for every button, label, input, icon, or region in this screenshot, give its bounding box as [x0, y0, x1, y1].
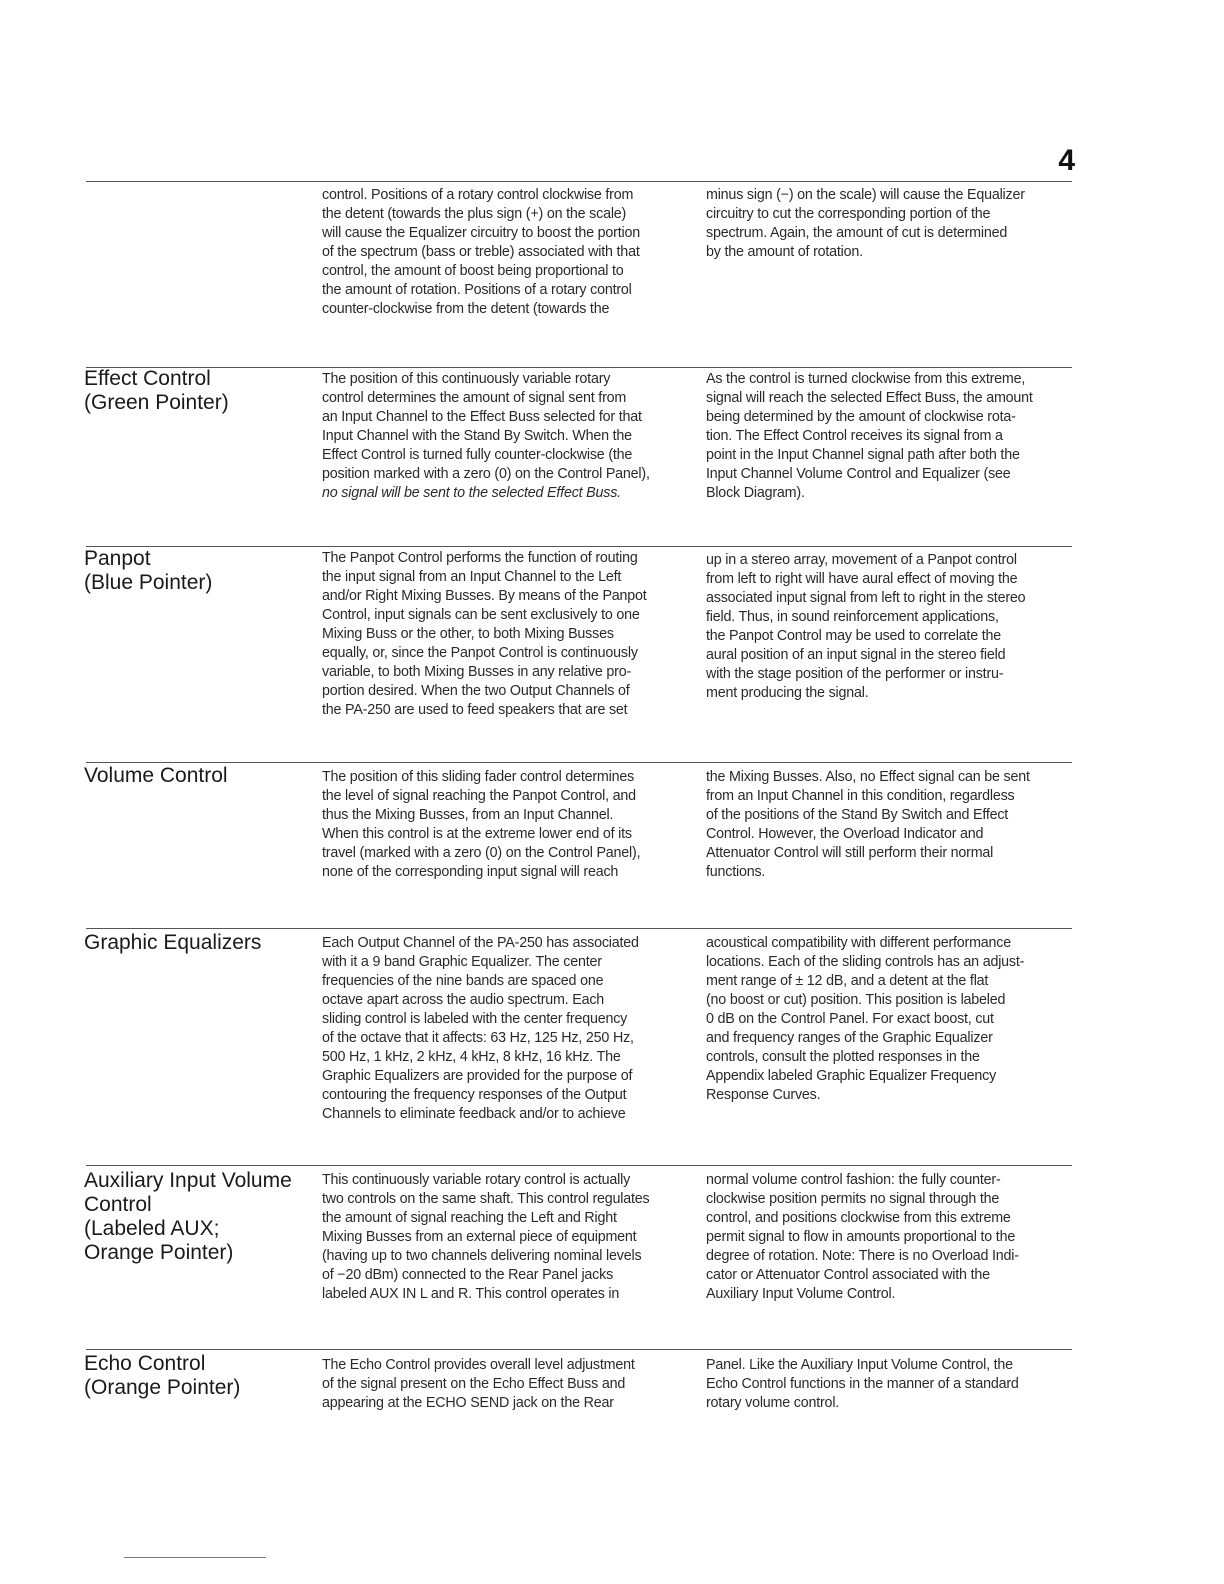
section-divider — [86, 1165, 1072, 1166]
text-line: the Panpot Control may be used to correlate the — [706, 628, 1001, 644]
text-line: none of the corresponding input signal will reach — [322, 864, 619, 880]
section-heading-auxiliary-input-volume-control: Auxiliary Input Volume Control (Labeled AUX; Orange Pointer) — [84, 1169, 292, 1264]
text-line: The position of this continuously variable rotary — [322, 371, 611, 387]
text-line: Graphic Equalizers are provided for the purpose of — [322, 1068, 633, 1084]
text-line: the PA-250 are used to feed speakers that are set — [322, 702, 628, 718]
text-line: field. Thus, in sound reinforcement applications, — [706, 609, 999, 625]
text-line: the Mixing Busses. Also, no Effect signal can be sent — [706, 769, 1030, 785]
section-heading-echo-control: Echo Control (Orange Pointer) — [84, 1352, 241, 1399]
graphic-equalizers-right-column — [706, 934, 1074, 1105]
text-line: minus sign (−) on the scale) will cause the Equalizer — [706, 187, 1025, 203]
text-line: of the positions of the Stand By Switch and Effect — [706, 807, 1009, 823]
text-line: being determined by the amount of clockwise rota- — [706, 409, 1016, 425]
text-line: an Input Channel to the Effect Buss selected for that — [322, 409, 642, 425]
text-line: will cause the Equalizer circuitry to boost the portion — [322, 225, 640, 241]
text-line: The Panpot Control performs the function of routing — [322, 550, 638, 566]
text-line: (having up to two channels delivering nominal levels — [322, 1248, 642, 1264]
text-line: no signal will be sent to the selected Effect Buss. — [322, 485, 621, 501]
text-line: appearing at the ECHO SEND jack on the Rear — [322, 1395, 614, 1411]
text-line: portion desired. When the two Output Channels of — [322, 683, 630, 699]
text-line: and frequency ranges of the Graphic Equalizer — [706, 1030, 993, 1046]
section-heading-panpot: Panpot (Blue Pointer) — [84, 547, 213, 594]
top-rule — [86, 181, 1072, 182]
text-line: controls, consult the plotted responses in the — [706, 1049, 980, 1065]
text-line: locations. Each of the sliding controls has an adjust- — [706, 954, 1025, 970]
text-line: up in a stereo array, movement of a Panpot control — [706, 552, 1017, 568]
text-line: As the control is turned clockwise from this extreme, — [706, 371, 1026, 387]
text-line: signal will reach the selected Effect Buss, the amount — [706, 390, 1033, 406]
section-divider — [86, 1349, 1072, 1350]
text-line: the amount of rotation. Positions of a rotary control — [322, 282, 632, 298]
text-line: Input Channel Volume Control and Equalizer (see — [706, 466, 1011, 482]
section-divider — [86, 928, 1072, 929]
text-line: aural position of an input signal in the stereo field — [706, 647, 1006, 663]
text-line: from left to right will have aural effect of moving the — [706, 571, 1018, 587]
graphic-equalizers-left-column — [322, 934, 690, 1124]
text-line: two controls on the same shaft. This control regulates — [322, 1191, 650, 1207]
text-line: When this control is at the extreme lower end of its — [322, 826, 632, 842]
echo-control-right-column — [706, 1356, 1074, 1413]
text-line: counter-clockwise from the detent (towards the — [322, 301, 610, 317]
text-line: Auxiliary Input Volume Control. — [706, 1286, 896, 1302]
text-line: variable, to both Mixing Busses in any relative pro- — [322, 664, 632, 680]
effect-control-right-column — [706, 370, 1074, 503]
text-line: the amount of signal reaching the Left and Right — [322, 1210, 617, 1226]
text-line: tion. The Effect Control receives its signal from a — [706, 428, 1003, 444]
text-line: Panel. Like the Auxiliary Input Volume Control, the — [706, 1357, 1013, 1373]
text-line: the detent (towards the plus sign (+) on the scale) — [322, 206, 627, 222]
auxiliary-input-right-column — [706, 1171, 1074, 1304]
auxiliary-input-left-column — [322, 1171, 690, 1304]
text-line: Mixing Busses from an external piece of equipment — [322, 1229, 637, 1245]
text-line: control. Positions of a rotary control clockwise from — [322, 187, 634, 203]
text-line: 500 Hz, 1 kHz, 2 kHz, 4 kHz, 8 kHz, 16 kHz. The — [322, 1049, 621, 1065]
text-line: contouring the frequency responses of the Output — [322, 1087, 627, 1103]
text-line: Appendix labeled Graphic Equalizer Frequency — [706, 1068, 997, 1084]
text-line: of −20 dBm) connected to the Rear Panel jacks — [322, 1267, 614, 1283]
text-line: Each Output Channel of the PA-250 has associated — [322, 935, 639, 951]
text-line: of the spectrum (bass or treble) associated with that — [322, 244, 640, 260]
text-line: travel (marked with a zero (0) on the Control Panel), — [322, 845, 641, 861]
effect-control-left-column — [322, 370, 690, 503]
text-line: circuitry to cut the corresponding portion of the — [706, 206, 991, 222]
text-line: equally, or, since the Panpot Control is continuously — [322, 645, 638, 661]
text-line: Effect Control is turned fully counter-clockwise (the — [322, 447, 633, 463]
text-line: Block Diagram). — [706, 485, 805, 501]
text-line: functions. — [706, 864, 766, 880]
section-heading-graphic-equalizers: Graphic Equalizers — [84, 931, 262, 954]
text-line: The Echo Control provides overall level adjustment — [322, 1357, 635, 1373]
panpot-right-column — [706, 551, 1074, 703]
intro-right-column — [706, 186, 1074, 262]
text-line: octave apart across the audio spectrum. Each — [322, 992, 605, 1008]
text-line: (no boost or cut) position. This position is labeled — [706, 992, 1006, 1008]
text-line: of the signal present on the Echo Effect Buss and — [322, 1376, 626, 1392]
text-line: of the octave that it affects: 63 Hz, 125 Hz, 250 Hz, — [322, 1030, 634, 1046]
text-line: with it a 9 band Graphic Equalizer. The center — [322, 954, 602, 970]
text-line: Response Curves. — [706, 1087, 821, 1103]
text-line: acoustical compatibility with different performance — [706, 935, 1012, 951]
text-line: associated input signal from left to right in the stereo — [706, 590, 1026, 606]
text-line: rotary volume control. — [706, 1395, 840, 1411]
text-line: 0 dB on the Control Panel. For exact boost, cut — [706, 1011, 994, 1027]
text-line: point in the Input Channel signal path after both the — [706, 447, 1020, 463]
text-line: the level of signal reaching the Panpot Control, and — [322, 788, 636, 804]
section-heading-effect-control: Effect Control (Green Pointer) — [84, 367, 229, 414]
text-line: Control. However, the Overload Indicator and — [706, 826, 984, 842]
text-line: control determines the amount of signal sent from — [322, 390, 627, 406]
text-line: ment range of ± 12 dB, and a detent at the flat — [706, 973, 989, 989]
text-line: Mixing Buss or the other, to both Mixing Busses — [322, 626, 614, 642]
text-line: the input signal from an Input Channel to the Left — [322, 569, 622, 585]
panpot-left-column — [322, 549, 690, 720]
text-line: Echo Control functions in the manner of a standard — [706, 1376, 1019, 1392]
footnote-rule — [124, 1557, 266, 1558]
text-line: by the amount of rotation. — [706, 244, 863, 260]
text-line: clockwise position permits no signal through the — [706, 1191, 1000, 1207]
echo-control-left-column — [322, 1356, 690, 1413]
text-line: thus the Mixing Busses, from an Input Channel. — [322, 807, 614, 823]
text-line: spectrum. Again, the amount of cut is determined — [706, 225, 1008, 241]
page-number: 4 — [1058, 144, 1075, 177]
text-line: normal volume control fashion: the fully counter- — [706, 1172, 1001, 1188]
section-heading-volume-control: Volume Control — [84, 764, 228, 787]
text-line: labeled AUX IN L and R. This control operates in — [322, 1286, 620, 1302]
text-line: control, and positions clockwise from this extreme — [706, 1210, 1011, 1226]
text-line: Input Channel with the Stand By Switch. When the — [322, 428, 632, 444]
text-line: cator or Attenuator Control associated with the — [706, 1267, 990, 1283]
text-line: from an Input Channel in this condition, regardless — [706, 788, 1015, 804]
text-line: Control, input signals can be sent exclusively to one — [322, 607, 640, 623]
text-line: Channels to eliminate feedback and/or to achieve — [322, 1106, 626, 1122]
text-line: sliding control is labeled with the center frequency — [322, 1011, 628, 1027]
text-line: and/or Right Mixing Busses. By means of the Panpot — [322, 588, 647, 604]
text-line: control, the amount of boost being proportional to — [322, 263, 624, 279]
intro-left-column — [322, 186, 690, 319]
volume-control-left-column — [322, 768, 690, 882]
text-line: This continuously variable rotary control is actually — [322, 1172, 631, 1188]
text-line: The position of this sliding fader control determines — [322, 769, 635, 785]
text-line: Attenuator Control will still perform their normal — [706, 845, 994, 861]
text-line: ment producing the signal. — [706, 685, 869, 701]
section-divider — [86, 762, 1072, 763]
text-line: degree of rotation. Note: There is no Overload Indi- — [706, 1248, 1019, 1264]
text-line: with the stage position of the performer or instru- — [706, 666, 1004, 682]
text-line: permit signal to flow in amounts proportional to the — [706, 1229, 1016, 1245]
volume-control-right-column — [706, 768, 1074, 882]
text-line: frequencies of the nine bands are spaced one — [322, 973, 604, 989]
text-line: position marked with a zero (0) on the Control Panel), — [322, 466, 650, 482]
